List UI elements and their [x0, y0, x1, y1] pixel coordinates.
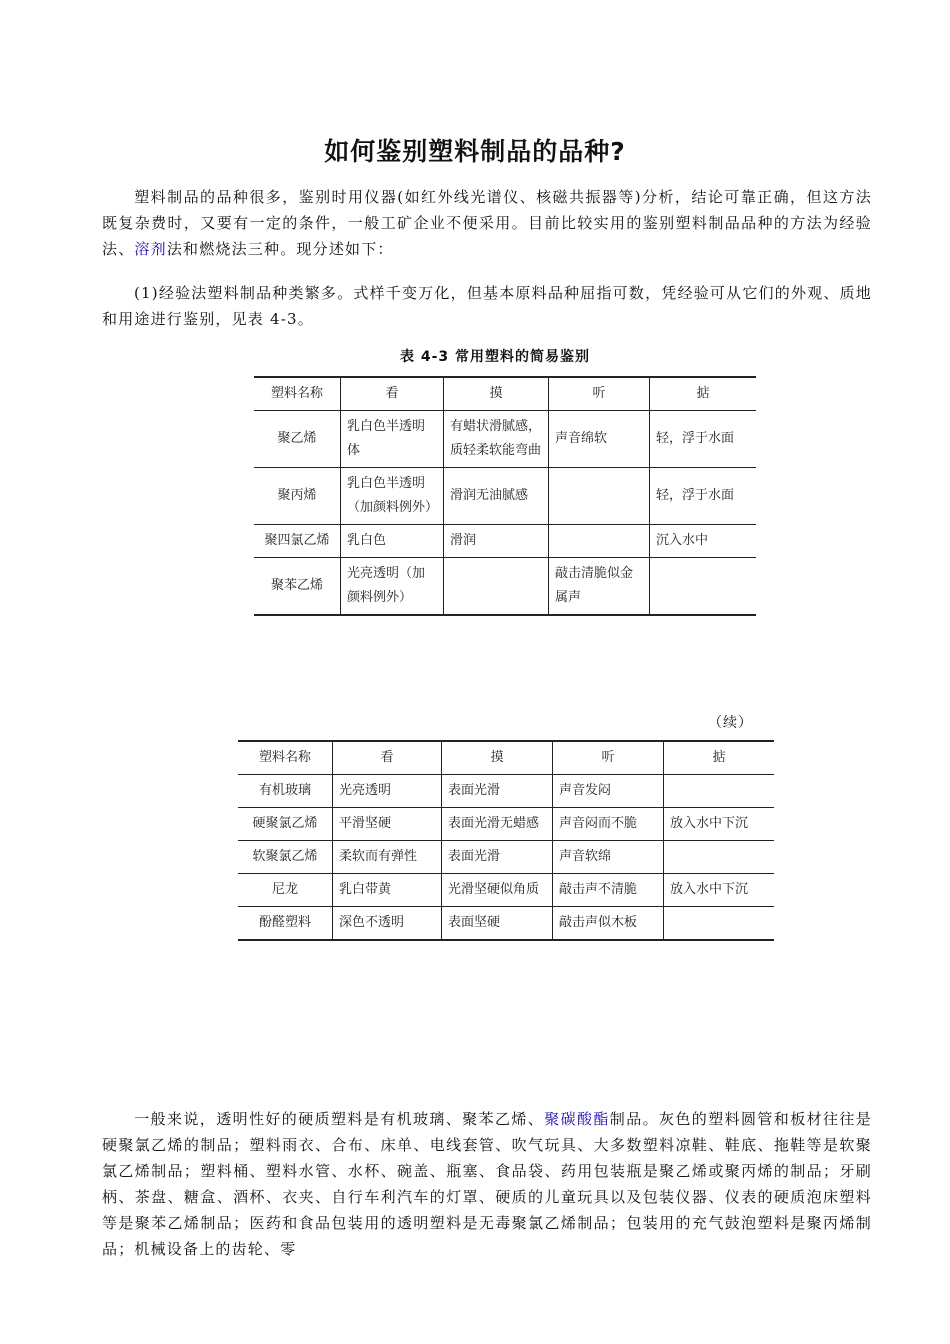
summary-text-end: 制品。灰色的塑料圆管和板材往往是硬聚氯乙烯的制品；塑料雨衣、合布、床单、电线套管、吹气玩具、大多数塑料凉鞋、鞋底、拖鞋等是软聚氯乙烯制品；塑料桶、塑料水管、水杯、碗盖、瓶塞、食品袋、药用包装瓶是聚乙烯或聚丙烯的制品；牙刷柄、茶盘、糖盒、酒杯、衣夹、自行车利汽车的灯罩、硬质的儿童玩具以及包装仪器、仪表的硬质泡床塑料等是聚苯乙烯制品；医药和食品包装用的透明塑料是无毒聚氯乙烯制品；包装用的充气鼓泡塑料是聚丙烯制品；机械设备上的齿轮、零	[102, 1110, 872, 1258]
table-cell	[664, 775, 775, 808]
table-cell: 声音绵软	[549, 411, 650, 468]
table-cell: 敲击声似木板	[553, 907, 664, 941]
table-cell: 轻，浮于水面	[650, 411, 757, 468]
table-cell	[650, 558, 757, 616]
table-cell: 光亮透明	[333, 775, 442, 808]
table-cell: 软聚氯乙烯	[238, 841, 333, 874]
table-cell: 沉入水中	[650, 525, 757, 558]
table-cell: 乳白色半透明（加颜料例外）	[341, 468, 444, 525]
table-cell: 声音软绵	[553, 841, 664, 874]
table-cell	[444, 558, 549, 616]
table-header-cell: 摸	[442, 741, 553, 775]
table-row	[238, 808, 774, 841]
table-row	[254, 558, 756, 616]
table-cell: 表面坚硬	[442, 907, 553, 941]
table-header-cell: 看	[333, 741, 442, 775]
table-cell: 表面光滑	[442, 775, 553, 808]
table-cell: 酚醛塑料	[238, 907, 333, 941]
table-cell: 放入水中下沉	[664, 874, 775, 907]
table-header-row	[254, 377, 756, 411]
table-cell: 有蜡状滑腻感，质轻柔软能弯曲	[444, 411, 549, 468]
table-cell: 光滑坚硬似角质	[442, 874, 553, 907]
table-cell: 硬聚氯乙烯	[238, 808, 333, 841]
table-cell	[664, 841, 775, 874]
table-header-cell: 塑料名称	[238, 741, 333, 775]
table-header-cell: 听	[549, 377, 650, 411]
summary-text: 一般来说，透明性好的硬质塑料是有机玻璃、聚苯乙烯、	[134, 1110, 545, 1128]
table-row	[238, 841, 774, 874]
intro-paragraph	[102, 184, 872, 262]
intro-text-end: 法和燃烧法三种。现分述如下：	[166, 240, 394, 258]
table-cell: 平滑坚硬	[333, 808, 442, 841]
table-header-cell: 掂	[664, 741, 775, 775]
table-cell	[549, 525, 650, 558]
solvent-link[interactable]: 溶剂	[134, 240, 167, 258]
table-cell: 光亮透明（加颜料例外）	[341, 558, 444, 616]
table-cell: 敲击声不清脆	[553, 874, 664, 907]
table-cell: 乳白色半透明体	[341, 411, 444, 468]
table-header-cell: 掂	[650, 377, 757, 411]
table-header-cell: 塑料名称	[254, 377, 341, 411]
table-cell: 聚丙烯	[254, 468, 341, 525]
table-cell: 聚苯乙烯	[254, 558, 341, 616]
table-cell: 声音发闷	[553, 775, 664, 808]
table-cell: 聚四氯乙烯	[254, 525, 341, 558]
table-row	[238, 907, 774, 941]
summary-paragraph	[102, 1106, 872, 1262]
table-cell: 聚乙烯	[254, 411, 341, 468]
table-cell: 有机玻璃	[238, 775, 333, 808]
table-cell: 放入水中下沉	[664, 808, 775, 841]
table-row	[254, 525, 756, 558]
table-row	[254, 411, 756, 468]
table-row	[238, 775, 774, 808]
table-cell: 滑润无油腻感	[444, 468, 549, 525]
method-paragraph	[102, 280, 872, 332]
table-cell: 乳白色	[341, 525, 444, 558]
method-text: (1)经验法塑料制品种类繁多。式样千变万化，但基本原料品种屈指可数，凭经验可从它们的外观、质地和用途进行鉴别，见表 4-3。	[102, 284, 872, 328]
table-header-row	[238, 741, 774, 775]
table-cell: 声音闷而不脆	[553, 808, 664, 841]
table-row	[254, 468, 756, 525]
table-cell	[664, 907, 775, 941]
table-cell	[549, 468, 650, 525]
table-cell: 表面光滑无蜡感	[442, 808, 553, 841]
page-title: 如何鉴别塑料制品的品种?	[324, 137, 626, 166]
plastics-table-2	[238, 740, 774, 941]
polycarbonate-link[interactable]: 聚碳酸酯	[544, 1110, 610, 1128]
table-cell: 表面光滑	[442, 841, 553, 874]
table-cell: 敲击清脆似金属声	[549, 558, 650, 616]
table-cell: 尼龙	[238, 874, 333, 907]
table-header-cell: 摸	[444, 377, 549, 411]
table-cell: 深色不透明	[333, 907, 442, 941]
table-header-cell: 看	[341, 377, 444, 411]
table2-caption: （续）	[708, 715, 753, 731]
intro-text: 塑料制品的品种很多，鉴别时用仪器(如红外线光谱仪、核磁共振器等)分析，结论可靠正确，但这方法既复杂费时，又要有一定的条件，一般工矿企业不便采用。目前比较实用的鉴别塑料制品品种的方法为经验法、	[102, 188, 872, 258]
table-cell: 乳白带黄	[333, 874, 442, 907]
table-cell: 滑润	[444, 525, 549, 558]
table-cell: 柔软而有弹性	[333, 841, 442, 874]
table-header-cell: 听	[553, 741, 664, 775]
plastics-table-1	[254, 376, 756, 616]
table1-caption: 表 4-3 常用塑料的简易鉴别	[400, 349, 591, 365]
table-row	[238, 874, 774, 907]
table-cell: 轻，浮于水面	[650, 468, 757, 525]
